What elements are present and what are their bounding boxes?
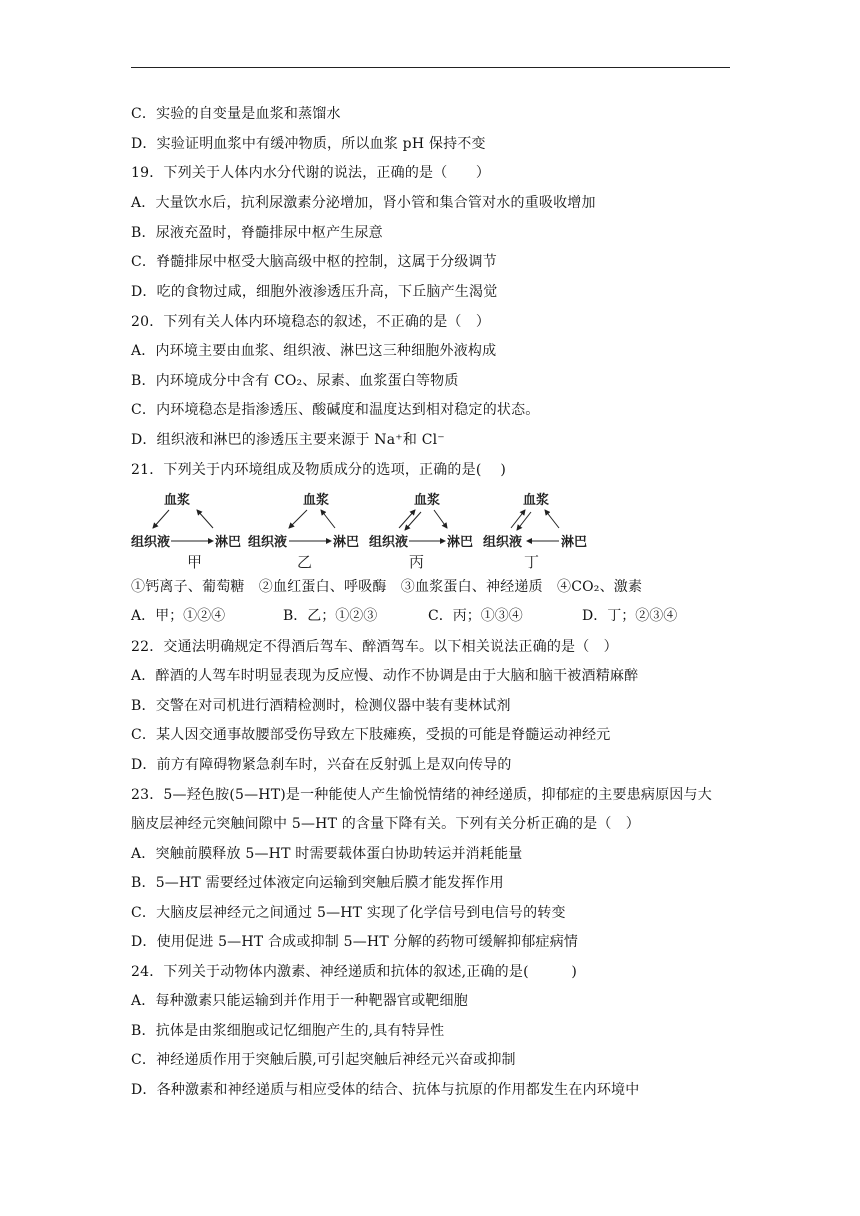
question-24: 24．下列关于动物体内激素、神经递质和抗体的叙述,正确的是( ) — [131, 964, 577, 980]
node-lymph: 淋巴 — [561, 535, 588, 550]
option-23b: B．5—HT 需要经过体液定向运输到突触后膜才能发挥作用 — [131, 875, 504, 891]
text-line: C．实验的自变量是血浆和蒸馏水 — [131, 106, 341, 122]
node-lymph: 淋巴 — [215, 535, 242, 550]
option-20a: A．内环境主要由血浆、组织液、淋巴这三种细胞外液构成 — [131, 343, 497, 359]
option-23a: A．突触前膜释放 5—HT 时需要载体蛋白协助转运并消耗能量 — [131, 846, 523, 862]
node-tissue-fluid: 组织液 — [483, 535, 523, 550]
question-23: 23．5—羟色胺(5—HT)是一种能使人产生愉悦情绪的神经递质，抑郁症的主要患病原因与大 — [131, 787, 712, 803]
node-lymph: 淋巴 — [447, 535, 474, 550]
node-plasma: 血浆 — [303, 493, 330, 508]
node-plasma: 血浆 — [523, 493, 550, 508]
question-22: 22．交通法明确规定不得酒后驾车、醉酒驾车。以下相关说法正确的是（ ） — [131, 639, 618, 655]
items-line: ①钙离子、葡萄糖 ②血红蛋白、呼吸酶 ③血浆蛋白、神经递质 ④CO₂、激素 — [131, 579, 643, 595]
diagram-label: 丁 — [524, 553, 540, 570]
option-23d: D．使用促进 5—HT 合成或抑制 5—HT 分解的药物可缓解抑郁症病情 — [131, 934, 579, 950]
option-24c: C．神经递质作用于突触后膜,可引起突触后神经元兴奋或抑制 — [131, 1052, 516, 1068]
option-24a: A．每种激素只能运输到并作用于一种靶器官或靶细胞 — [131, 993, 468, 1009]
option-22c: C．某人因交通事故腰部受伤导致左下肢瘫痪，受损的可能是脊髓运动神经元 — [131, 727, 611, 743]
node-tissue-fluid: 组织液 — [131, 535, 171, 550]
option-24d: D．各种激素和神经递质与相应受体的结合、抗体与抗原的作用都发生在内环境中 — [131, 1082, 640, 1098]
diagram-label: 甲 — [187, 553, 203, 570]
option-21c: C．丙；①③④ — [428, 608, 523, 624]
option-20c: C．内环境稳态是指渗透压、酸碱度和温度达到相对稳定的状态。 — [131, 402, 540, 418]
option-19d: D．吃的食物过咸，细胞外液渗透压升高，下丘脑产生渴觉 — [131, 284, 498, 300]
node-lymph: 淋巴 — [333, 535, 360, 550]
question-21: 21．下列关于内环境组成及物质成分的选项，正确的是( ) — [131, 462, 506, 478]
node-tissue-fluid: 组织液 — [248, 535, 288, 550]
option-19b: B．尿液充盈时，脊髓排尿中枢产生尿意 — [131, 225, 383, 241]
question-23-cont: 脑皮层神经元突触间隙中 5—HT 的含量下降有关。下列有关分析正确的是（ ） — [131, 816, 640, 832]
option-22b: B．交警在对司机进行酒精检测时，检测仪器中装有斐林试剂 — [131, 698, 511, 714]
diagram-label: 乙 — [297, 553, 313, 570]
option-23c: C．大脑皮层神经元之间通过 5—HT 实现了化学信号到电信号的转变 — [131, 905, 566, 921]
diagram-label: 丙 — [409, 553, 425, 570]
diagram-bing — [369, 492, 473, 570]
diagram-yi — [248, 492, 359, 570]
option-20d: D．组织液和淋巴的渗透压主要来源于 Na⁺和 Cl⁻ — [131, 432, 445, 448]
option-19c: C．脊髓排尿中枢受大脑高级中枢的控制，这属于分级调节 — [131, 254, 497, 270]
node-plasma: 血浆 — [414, 493, 441, 508]
node-plasma: 血浆 — [164, 493, 191, 508]
option-20b: B．内环境成分中含有 CO₂、尿素、血浆蛋白等物质 — [131, 373, 459, 389]
option-22a: A．醉酒的人驾车时明显表现为反应慢、动作不协调是由于大脑和脑干被酒精麻醉 — [131, 668, 639, 684]
text-line: D．实验证明血浆中有缓冲物质，所以血浆 pH 保持不变 — [131, 136, 486, 152]
question-19: 19．下列关于人体内水分代谢的说法，正确的是（ ） — [131, 165, 491, 181]
diagram-ding — [483, 492, 587, 570]
node-tissue-fluid: 组织液 — [369, 535, 409, 550]
option-21a: A．甲；①②④ — [131, 608, 226, 624]
option-24b: B．抗体是由浆细胞或记忆细胞产生的,具有特异性 — [131, 1023, 445, 1039]
option-22d: D．前方有障碍物紧急刹车时，兴奋在反射弧上是双向传导的 — [131, 757, 512, 773]
diagram-jia — [131, 492, 241, 570]
question-20: 20．下列有关人体内环境稳态的叙述，不正确的是（ ） — [131, 314, 491, 330]
body-fluid-diagram — [131, 490, 601, 570]
option-21d: D．丁；②③④ — [582, 608, 678, 624]
option-19a: A．大量饮水后，抗利尿激素分泌增加，肾小管和集合管对水的重吸收增加 — [131, 195, 596, 211]
option-21b: B．乙；①②③ — [283, 608, 378, 624]
header-rule — [131, 67, 730, 68]
